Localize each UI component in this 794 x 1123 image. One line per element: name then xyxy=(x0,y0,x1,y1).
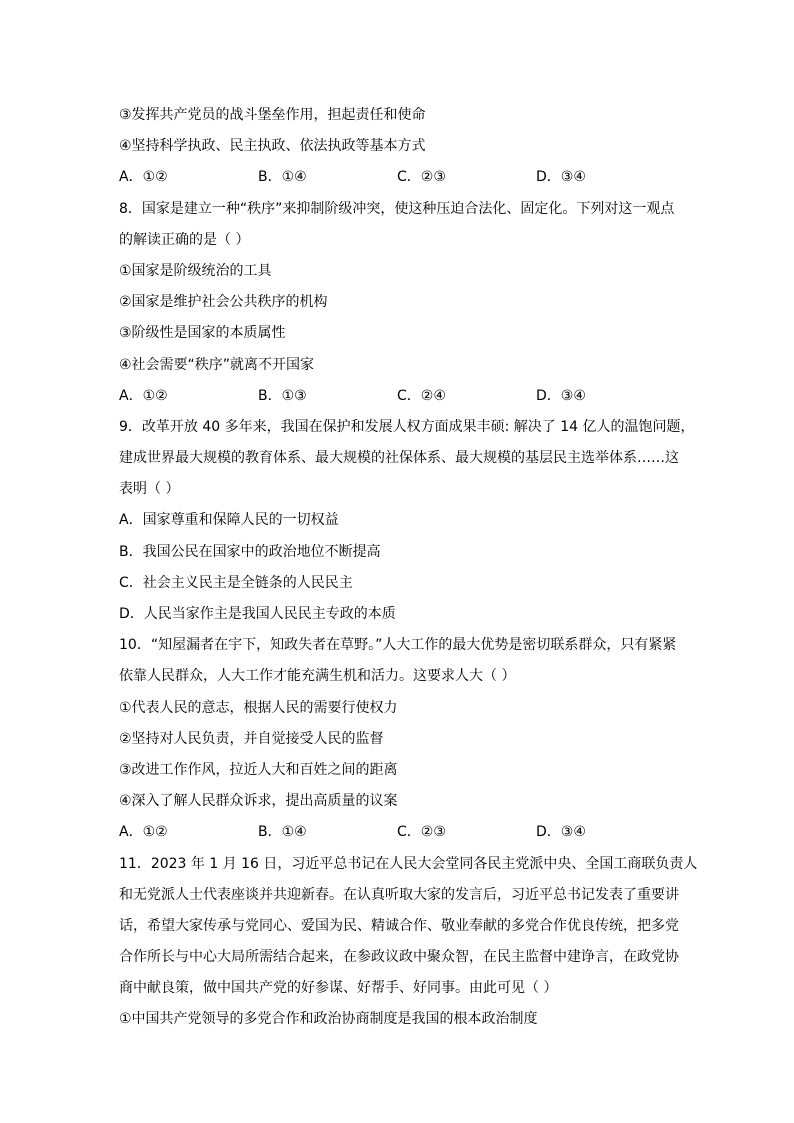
text-line: 话，希望大家传承与党同心、爱国为民、精诚合作、敬业奉献的多党合作优良传统，把多党 xyxy=(119,917,679,934)
text-line: 依靠人民群众，人大工作才能充满生机和活力。这要求人大（ ） xyxy=(119,668,516,685)
text-line: 商中献良策，做中国共产党的好参谋、好帮手、好同事。由此可见（ ） xyxy=(119,980,558,997)
text-line: 建成世界最大规模的教育体系、最大规模的社保体系、最大规模的基层民主选举体系……这 xyxy=(119,450,679,467)
text-line: 和无党派人士代表座谈并共迎新春。在认真听取大家的发言后，习近平总书记发表了重要讲 xyxy=(119,886,679,903)
text-line: 的解读正确的是（ ） xyxy=(119,231,250,248)
text-line: ④坚持科学执政、民主执政、依法执政等基本方式 xyxy=(119,138,426,155)
answer-option: B．①④ xyxy=(258,824,307,841)
text-line: A．国家尊重和保障人民的一切权益 xyxy=(119,512,339,529)
text-line: D．人民当家作主是我国人民民主专政的本质 xyxy=(119,606,396,622)
answer-option: A．①② xyxy=(119,169,168,186)
text-line: C．社会主义民主是全链条的人民民主 xyxy=(119,574,353,591)
text-line: ③改进工作作风，拉近人大和百姓之间的距离 xyxy=(119,761,398,778)
text-line: 11．2023 年 1 月 16 日，习近平总书记在人民大会堂同各民主党派中央、全国工商联负责人 xyxy=(119,855,698,872)
text-line: 9．改革开放 40 多年来，我国在保护和发展人权方面成果丰硕: 解决了 14 亿人的温饱问题， xyxy=(119,418,695,435)
text-line: ④深入了解人民群众诉求，提出高质量的议案 xyxy=(119,793,398,810)
text-line: B．我国公民在国家中的政治地位不断提高 xyxy=(119,543,381,560)
text-line: ①中国共产党领导的多党合作和政治协商制度是我国的根本政治制度 xyxy=(119,1011,538,1028)
text-line: 8．国家是建立一种“秩序”来抑制阶级冲突，使这种压迫合法化、固定化。下列对这一观点 xyxy=(119,200,675,217)
answer-option: D．③④ xyxy=(536,387,586,404)
answer-option: B．①④ xyxy=(258,169,307,186)
answer-option: C．②③ xyxy=(397,824,446,841)
text-line: 合作所长与中心大局所需结合起来，在参政议政中聚众智，在民主监督中建诤言，在政党协 xyxy=(119,949,679,966)
answer-option: B．①③ xyxy=(258,387,307,404)
answer-option: C．②③ xyxy=(397,169,446,186)
answer-option: D．③④ xyxy=(536,824,586,841)
text-line: ②国家是维护社会公共秩序的机构 xyxy=(119,294,328,311)
answer-option: A．①② xyxy=(119,387,168,404)
text-line: 10．“知屋漏者在宇下，知政失者在草野。”人大工作的最大优势是密切联系群众，只有紧紧 xyxy=(119,637,677,654)
answer-option: C．②④ xyxy=(397,387,446,404)
answer-options-row xyxy=(119,381,679,412)
text-line: ③阶级性是国家的本质属性 xyxy=(119,325,286,342)
answer-option: D．③④ xyxy=(536,169,586,186)
text-line: 表明（ ） xyxy=(119,481,180,498)
answer-options-row xyxy=(119,817,679,848)
text-line: ①国家是阶级统治的工具 xyxy=(119,262,272,279)
text-line: ②坚持对人民负责，并自觉接受人民的监督 xyxy=(119,730,384,747)
text-line: ③发挥共产党员的战斗堡垒作用，担起责任和使命 xyxy=(119,107,426,123)
text-line: ④社会需要“秩序”就离不开国家 xyxy=(119,356,315,373)
page-content xyxy=(119,100,698,1036)
answer-option: A．①② xyxy=(119,824,168,841)
text-line: ①代表人民的意志，根据人民的需要行使权力 xyxy=(119,699,398,716)
answer-options-row xyxy=(119,162,679,193)
